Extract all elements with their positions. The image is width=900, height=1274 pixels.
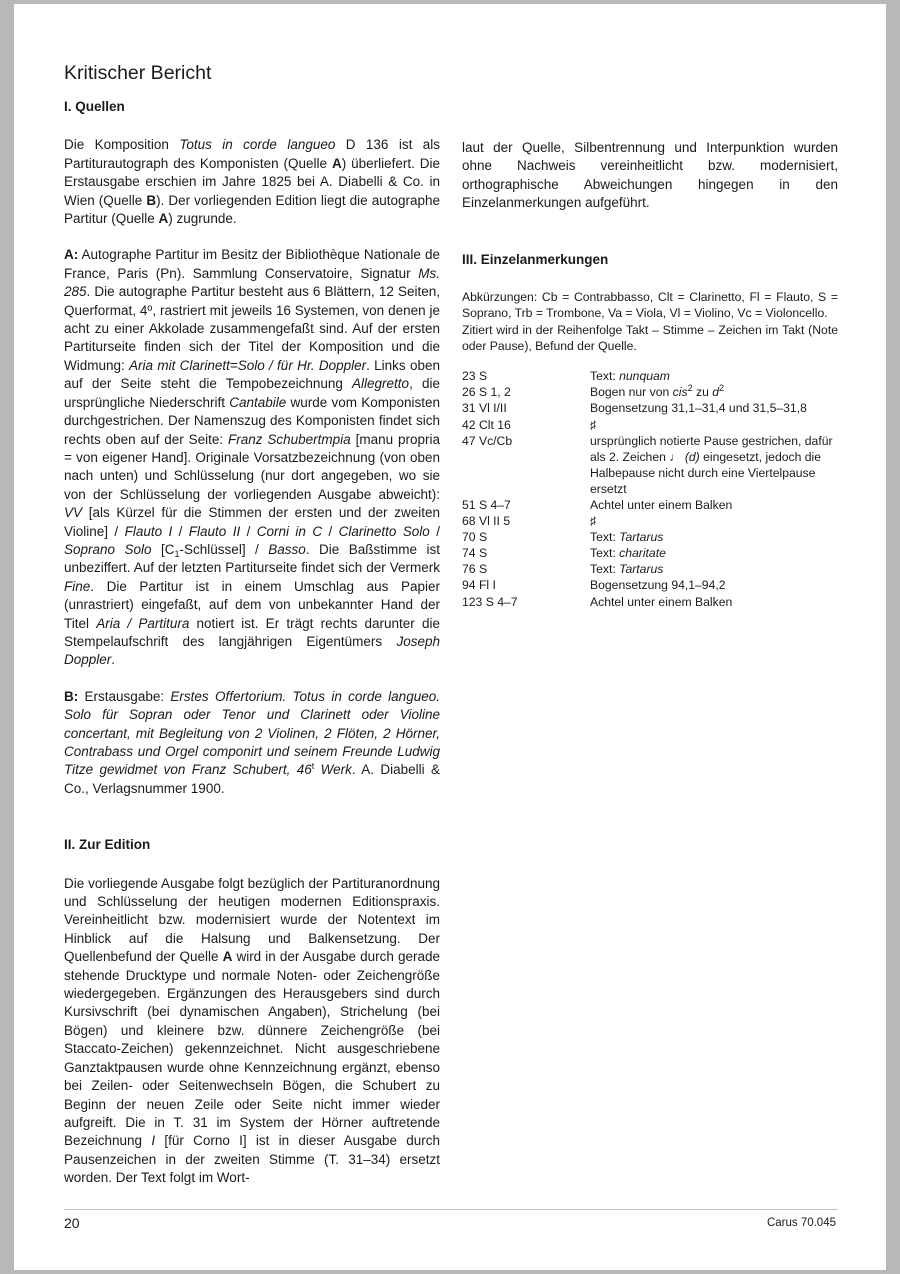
note-text: Achtel unter einem Balken	[590, 594, 733, 609]
note-reference: 70 S	[462, 530, 488, 545]
list-item	[462, 433, 838, 497]
publisher-reference: Carus 70.045	[766, 1217, 836, 1229]
source-a-paragraph: A: Autographe Partitur im Besitz der Bibliothèque Nationale de France, Paris (Pn). Sammlung Conservatoire, Signatur Ms. 285. Die autographe Partitur besteht aus 6 Blättern, 12 Seiten, Querformat, 4º, rastriert mit jeweils 16 Systemen, von denen je acht zu einer Akkolade zusammengefaßt sind. Auf der ersten Partiturseite finden sich der Titel der Komposition und die Widmung: Aria mit Clarinett=Solo / für Hr. Doppler. Links oben auf der Seite steht die Tempobezeichnung Allegretto, die ursprüngliche Niederschrift Cantabile wurde vom Komponisten durchgestrichen. Der Namenszug des Komponisten findet sich rechts oben auf der Seite: Franz Schubertmpia [manu propria = von eigener Hand]. Originale Vorsatzbezeichnung (von oben nach unten) und Schlüsselung (nur dort angegeben, wo sie von der Schlüsselung der vorliegenden Ausgabe abweicht): VV [als Kürzel für die Stimmen der ersten und der zweiten Violine] / Flauto I / Flauto II / Corni in C / Clarinetto Solo / Soprano Solo $[C_1-Schlüssel]$ / Basso. Die Baßstimme ist unbeziffert. Auf der letzten Partiturseite findet sich der Vermerk Fine. Die Partitur ist in einem Umschlag aus Papier (unrastriert) eingefaßt, auf dem von unbekannter Hand der Titel Aria / Partitura notiert ist. Er trägt rechts darunter die Stempelaufschrift des langjährigen Eigentümers Joseph Doppler.	[64, 247, 440, 668]
note-reference: 68 Vl II 5	[462, 514, 511, 529]
note-reference: 42 Clt 16	[462, 417, 511, 432]
page-number: 20	[64, 1215, 80, 1231]
right-column	[462, 139, 838, 610]
list-item	[462, 594, 838, 610]
list-item	[462, 529, 838, 545]
note-text: ursprünglich notierte Pause gestrichen, dafür als 2. Zeichen ♩ (d) eingesetzt, jedoch die Halbepause nicht durch eine Viertelpause ersetzt	[590, 433, 833, 496]
note-reference: 31 Vl I/II	[462, 401, 507, 416]
list-item	[462, 497, 838, 513]
note-text: Achtel unter einem Balken	[590, 497, 733, 512]
source-b-paragraph: B: Erstausgabe: Erstes Offertorium. Totus in corde langueo. Solo für Sopran oder Tenor und Clarinett oder Violine concertant, mit Begleitung von 2 Violinen, 2 Flöten, 2 Hörner, Contrabass und Orgel componirt und seinem Freunde Ludwig Titze gewidmet von Franz Schubert, 46$^t$ Werk. A. Diabelli & Co., Verlagsnummer 1900.	[64, 688, 440, 796]
page-title: Kritischer Bericht	[64, 62, 212, 84]
note-reference: 76 S	[462, 562, 488, 577]
list-item	[462, 513, 838, 529]
note-text: Text: Tartarus	[590, 530, 664, 545]
note-reference: 94 Fl I	[462, 578, 496, 593]
list-item	[462, 577, 838, 593]
list-item	[462, 545, 838, 561]
note-text: Bogen nur von cis$^2$ zu $d^2$	[590, 383, 725, 400]
note-reference: 23 S	[462, 369, 488, 384]
list-item	[462, 384, 838, 400]
list-item	[462, 368, 838, 384]
note-reference: 123 S 4–7	[462, 594, 518, 609]
abbreviations-text: Abkürzungen: Cb = Contrabbasso, Clt = Clarinetto, Fl = Flauto, S = Soprano, Trb = Trombone, Va = Viola, Vl = Violino, Vc = Violoncello.	[462, 290, 838, 321]
list-item	[462, 417, 838, 433]
note-reference: 26 S 1, 2	[462, 385, 511, 400]
note-text: Text: nunquam	[590, 369, 670, 384]
note-reference: 51 S 4–7	[462, 497, 511, 512]
document-page	[14, 4, 886, 1270]
note-reference: 74 S	[462, 546, 488, 561]
section-heading-edition: II. Zur Edition	[64, 837, 151, 853]
note-text: Text: charitate	[590, 546, 666, 561]
footer-divider	[64, 1209, 838, 1210]
left-column	[64, 98, 440, 1188]
list-item	[462, 561, 838, 577]
notes-list	[462, 368, 838, 609]
section-heading-einzelanmerkungen: III. Einzelanmerkungen	[462, 251, 609, 267]
citation-order-text: Zitiert wird in der Reihenfolge Takt – Stimme – Zeichen im Takt (Note oder Pause), Befund der Quelle.	[462, 322, 838, 353]
note-reference: 47 Vc/Cb	[462, 433, 513, 448]
note-text: Bogensetzung 94,1–94,2	[590, 578, 726, 593]
intro-paragraph: Die Komposition Totus in corde langueo D 136 ist als Partiturautograph des Komponisten (Quelle A) überliefert. Die Erstausgabe erschien im Jahre 1825 bei A. Diabelli & Co. in Wien (Quelle B). Der vorliegenden Edition liegt die autographe Partitur (Quelle A) zugrunde.	[64, 137, 441, 227]
edition-paragraph-continued: laut der Quelle, Silbentrennung und Interpunktion wurden ohne Nachweis vereinheitlicht bzw. modernisiert, orthographische Abweichungen hingegen in den Einzelanmerkungen aufgeführt.	[462, 140, 838, 211]
note-text: Text: Tartarus	[590, 562, 664, 577]
note-text: Bogensetzung 31,1–31,4 und 31,5–31,8	[590, 401, 807, 416]
sharp-icon: ♯	[590, 514, 597, 529]
sharp-icon: ♯	[590, 417, 597, 432]
list-item	[462, 400, 838, 416]
edition-paragraph: Die vorliegende Ausgabe folgt bezüglich der Partituranordnung und Schlüsselung der heutigen modernen Editionspraxis. Vereinheitlicht bzw. modernisiert wurde der Notentext im Hinblick auf die Halsung und Balkensetzung. Der Quellenbefund der Quelle A wird in der Ausgabe durch gerade stehende Drucktype und normale Noten- oder Zeichengröße wiedergegeben. Ergänzungen des Herausgebers sind durch Kursivschrift (bei dynamischen Angaben), Strichelung (bei Bögen) und kleinere bzw. dünnere Zeichengröße (bei Staccato-Zeichen) gekennzeichnet. Nicht ausgeschriebene Ganztaktpausen wurde ohne Kennzeichnung ergänzt, ebenso bei Zeilen- oder Seitenwechseln Bögen, die Schubert zu Beginn der neuen Zeile oder Seite nicht immer wieder aufgreift. Die in T. 31 im System der Hörner auftretende Bezeichnung I [für Corno I] ist in dieser Ausgabe durch Pausenzeichen in der zweiten Stimme (T. 31–34) ersetzt worden. Der Text folgt im Wort-	[64, 875, 440, 1186]
section-heading-quellen: I. Quellen	[64, 99, 125, 114]
